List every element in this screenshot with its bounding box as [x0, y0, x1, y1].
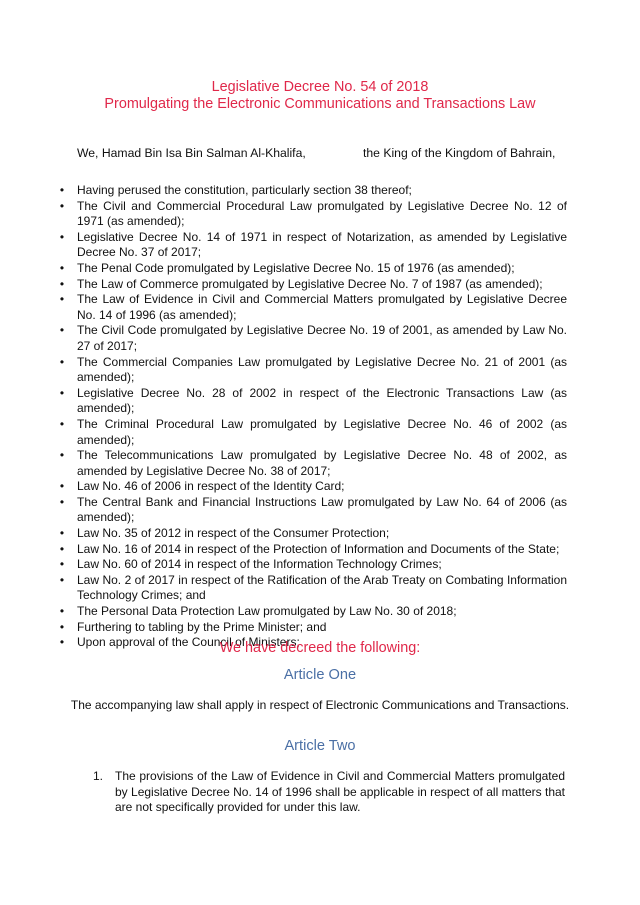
bullet-icon: • — [59, 276, 65, 291]
preamble-we: We, Hamad Bin Isa Bin Salman Al-Khalifa, — [77, 146, 306, 160]
recital-item — [57, 292, 567, 323]
recital-text: Furthering to tabling by the Prime Minister; and — [77, 619, 327, 634]
recital-text: The Penal Code promulgated by Legislative Decree No. 15 of 1976 (as amended); — [77, 260, 515, 275]
recital-text: The Law of Commerce promulgated by Legislative Decree No. 7 of 1987 (as amended); — [77, 276, 543, 291]
decree-subtitle: Promulgating the Electronic Communications and Transactions Law — [104, 96, 536, 112]
article-one-text: The accompanying law shall apply in respect of Electronic Communications and Transactions. — [70, 698, 570, 712]
bullet-icon: • — [59, 183, 65, 197]
bullet-icon: • — [59, 619, 65, 634]
recital-text: Having perused the constitution, particularly section 38 thereof; — [77, 183, 412, 197]
item-number: 1. — [93, 769, 104, 783]
recital-item — [57, 230, 567, 261]
recital-item — [57, 479, 567, 495]
decree-title: Legislative Decree No. 54 of 2018 — [211, 79, 429, 95]
recital-text: Legislative Decree No. 28 of 2002 in respect of the Electronic Transactions Law (as amended); — [77, 385, 567, 416]
article-two-item — [93, 769, 565, 816]
bullet-icon: • — [59, 572, 65, 587]
recitals-list — [57, 183, 567, 651]
recital-item — [57, 277, 567, 293]
bullet-icon: • — [59, 260, 65, 275]
recital-item — [57, 417, 567, 448]
bullet-icon: • — [59, 479, 65, 494]
bullet-icon: • — [59, 416, 65, 431]
bullet-icon: • — [59, 385, 65, 400]
decreed-heading: We have decreed the following: — [219, 640, 421, 656]
recital-text: The Commercial Companies Law promulgated by Legislative Decree No. 21 of 2001 (as amended); — [77, 354, 567, 385]
recital-text: Legislative Decree No. 14 of 1971 in respect of Notarization, as amended by Legislative Decree No. 37 of 2017; — [77, 229, 567, 260]
recital-item — [57, 355, 567, 386]
recital-text: Law No. 46 of 2006 in respect of the Identity Card; — [77, 479, 345, 494]
bullet-icon: • — [59, 494, 65, 509]
bullet-icon: • — [59, 635, 65, 650]
preamble-line — [77, 145, 567, 161]
bullet-icon: • — [59, 323, 65, 338]
bullet-icon: • — [59, 229, 65, 244]
bullet-icon: • — [59, 354, 65, 369]
bullet-icon: • — [59, 526, 65, 541]
recital-text: The Central Bank and Financial Instructions Law promulgated by Law No. 64 of 2006 (as amended); — [77, 494, 567, 525]
recital-item — [57, 199, 567, 230]
recital-item — [57, 448, 567, 479]
article-two-list — [93, 769, 565, 816]
recital-item — [57, 542, 567, 558]
recital-text: The Criminal Procedural Law promulgated by Legislative Decree No. 46 of 2002 (as amended); — [77, 416, 567, 447]
recital-item — [57, 557, 567, 573]
recital-item — [57, 386, 567, 417]
bullet-icon: • — [59, 198, 65, 213]
bullet-icon: • — [59, 541, 65, 556]
recital-item — [57, 495, 567, 526]
article-one-heading: Article One — [283, 667, 357, 683]
recital-text: The Personal Data Protection Law promulgated by Law No. 30 of 2018; — [77, 604, 457, 619]
recital-text: The Civil and Commercial Procedural Law promulgated by Legislative Decree No. 12 of 1971 (as amended); — [77, 198, 567, 229]
recital-item — [57, 604, 567, 620]
recital-item — [57, 573, 567, 604]
item-text: The provisions of the Law of Evidence in Civil and Commercial Matters promulgated by Legislative Decree No. 14 of 1996 shall be applicable in respect of all matters that are not specifically provided for under this law. — [115, 769, 565, 815]
bullet-icon: • — [59, 557, 65, 572]
recital-text: Upon approval of the Council of Ministers; — [77, 635, 300, 650]
recital-item — [57, 183, 567, 199]
bullet-icon: • — [59, 604, 65, 619]
recital-text: Law No. 60 of 2014 in respect of the Information Technology Crimes; — [77, 557, 442, 572]
recital-text: The Telecommunications Law promulgated by Legislative Decree No. 48 of 2002, as amended by Legislative Decree No. 38 of 2017; — [77, 448, 567, 478]
recital-text: Law No. 35 of 2012 in respect of the Consumer Protection; — [77, 526, 390, 541]
recital-item — [57, 261, 567, 277]
recital-text: The Law of Evidence in Civil and Commercial Matters promulgated by Legislative Decree No. 14 of 1996 (as amended); — [77, 292, 567, 322]
recital-text: The Civil Code promulgated by Legislative Decree No. 19 of 2001, as amended by Law No. 27 of 2017; — [77, 323, 567, 353]
recital-text: Law No. 2 of 2017 in respect of the Ratification of the Arab Treaty on Combating Information Technology Crimes; and — [77, 572, 567, 603]
article-two-heading: Article Two — [284, 738, 356, 754]
bullet-icon: • — [59, 448, 65, 463]
recital-item — [57, 620, 567, 636]
preamble-king: the King of the Kingdom of Bahrain, — [363, 146, 556, 160]
bullet-icon: • — [59, 292, 65, 307]
recital-item — [57, 323, 567, 354]
recital-text: Law No. 16 of 2014 in respect of the Protection of Information and Documents of the State; — [77, 541, 560, 556]
recital-item — [57, 526, 567, 542]
